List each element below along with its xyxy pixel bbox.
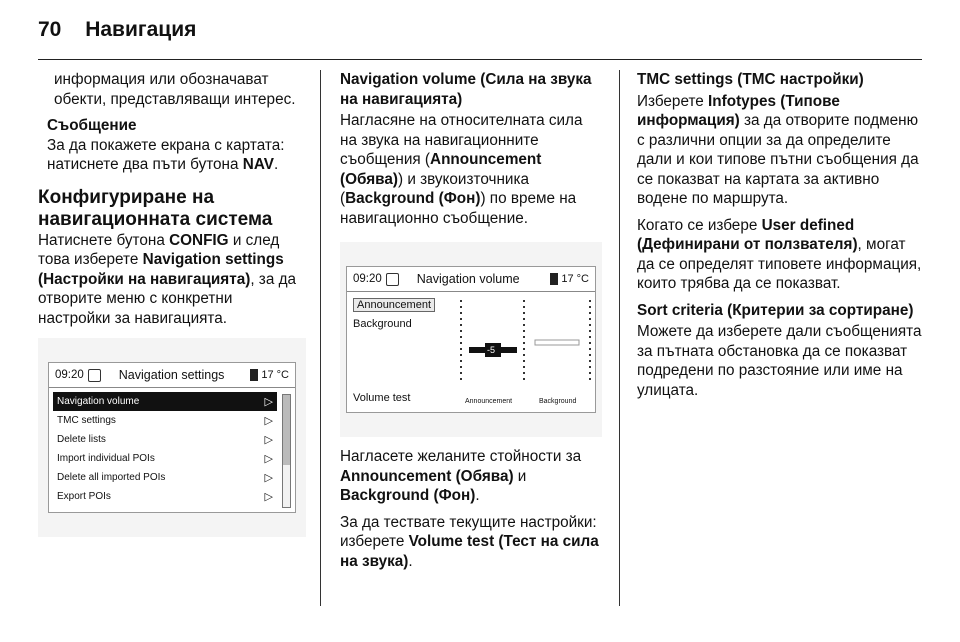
sort-paragraph: Можете да изберете дали съобщенията за пътната обстановка да се показват подредени по разстояние или име на улицата.: [637, 323, 922, 399]
user-defined-paragraph: Когато се избере User defined (Дефинирани от ползвателя), могат да се определят типовете информация, които трябва да се показват.: [637, 216, 922, 292]
option-volume-test[interactable]: Volume test: [353, 392, 411, 404]
page-header: [38, 18, 196, 42]
thermometer-icon: [550, 273, 558, 285]
slider-label-announcement: Announcement: [465, 398, 513, 405]
option-background[interactable]: Background: [353, 318, 412, 330]
clock-time: 09:20: [353, 273, 382, 285]
clock-time: 09:20: [55, 369, 84, 381]
scrollbar[interactable]: [282, 394, 291, 508]
screen-title: Navigation settings: [118, 368, 225, 382]
display-screen: [48, 362, 296, 513]
thermometer-icon: [250, 369, 258, 381]
chevron-right-icon: ▷: [264, 414, 273, 427]
screenshot-navigation-settings: [38, 338, 306, 537]
menu-item-tmc-settings[interactable]: TMC settings ▷: [57, 414, 273, 427]
chevron-right-icon: ▷: [264, 490, 273, 503]
test-paragraph: За да тествате текущите настройки: изберете Volume test (Тест на сила на звука).: [340, 513, 599, 570]
note-text: За да покажете екрана с картата: натиснете два пъти бутона NAV.: [47, 136, 285, 173]
volume-sliders: [447, 292, 597, 412]
menu-item-navigation-volume[interactable]: Navigation volume ▷: [53, 392, 277, 411]
menu-item-import-pois[interactable]: Import individual POIs ▷: [57, 452, 273, 465]
chevron-right-icon: ▷: [264, 471, 273, 484]
volume-panel: [347, 292, 595, 412]
chevron-right-icon: ▷: [264, 395, 273, 408]
header-rule: [38, 59, 922, 60]
chevron-right-icon: ▷: [264, 452, 273, 465]
option-announcement[interactable]: Announcement: [353, 298, 435, 312]
menu-item-delete-lists[interactable]: Delete lists ▷: [57, 433, 273, 446]
column-divider-2: [619, 70, 620, 606]
status-bar: [49, 363, 295, 388]
status-bar: [347, 267, 595, 292]
subheading-navigation-volume: Navigation volume (Сила на звука на навигацията): [340, 71, 592, 108]
chevron-right-icon: ▷: [264, 433, 273, 446]
menu-item-export-pois[interactable]: Export POIs ▷: [57, 490, 273, 503]
clock-icon: [386, 273, 399, 286]
menu-item-delete-imported-pois[interactable]: Delete all imported POIs ▷: [57, 471, 273, 484]
settings-menu: [49, 388, 295, 512]
note-title: Съобщение: [47, 117, 137, 134]
subheading-tmc-settings: TMC settings (TMC настройки): [637, 71, 864, 88]
tmc-paragraph: Изберете Infotypes (Типове информация) за да отворите подменю с различни опции за да определите дали и кои типове пътни съобщения да се показват на картата за активно водене по маршрута.: [637, 92, 919, 207]
page-number: 70: [38, 18, 62, 41]
scrollbar-thumb[interactable]: [283, 395, 290, 465]
display-screen: [346, 266, 596, 413]
column-3: [637, 70, 927, 407]
screenshot-navigation-volume: [340, 242, 602, 437]
slider-value: -5: [487, 345, 496, 355]
temperature: 17 °C: [261, 369, 289, 381]
temperature: 17 °C: [561, 273, 589, 285]
slider-label-background: Background: [539, 398, 577, 405]
adjust-paragraph: Нагласете желаните стойности за Announcement (Обява) и Background (Фон).: [340, 448, 582, 504]
subheading-sort-criteria: Sort criteria (Критерии за сортиране): [637, 301, 914, 319]
column-1: [38, 70, 306, 543]
clock-icon: [88, 369, 101, 382]
section-heading: Конфигуриране на навигационната система: [38, 186, 273, 230]
column-2: [340, 70, 602, 578]
screen-title: Navigation volume: [416, 272, 520, 286]
config-paragraph: Натиснете бутона CONFIG и след това изберете Navigation settings (Настройки на навигацията), за да отворите меню с конкретни настройки за навигацията.: [38, 231, 297, 327]
volume-paragraph: Нагласяне на относителната сила на звука на навигационните съобщения (Announcement (Обява)) и звукоизточника (Background (Фон)) по време на навигационно съобщение.: [340, 112, 583, 227]
section-title: Навигация: [85, 18, 197, 41]
background-slider-bar[interactable]: [535, 340, 579, 345]
column-divider-1: [320, 70, 321, 606]
intro-text: информация или обозначават обекти, представляващи интерес.: [54, 71, 296, 108]
